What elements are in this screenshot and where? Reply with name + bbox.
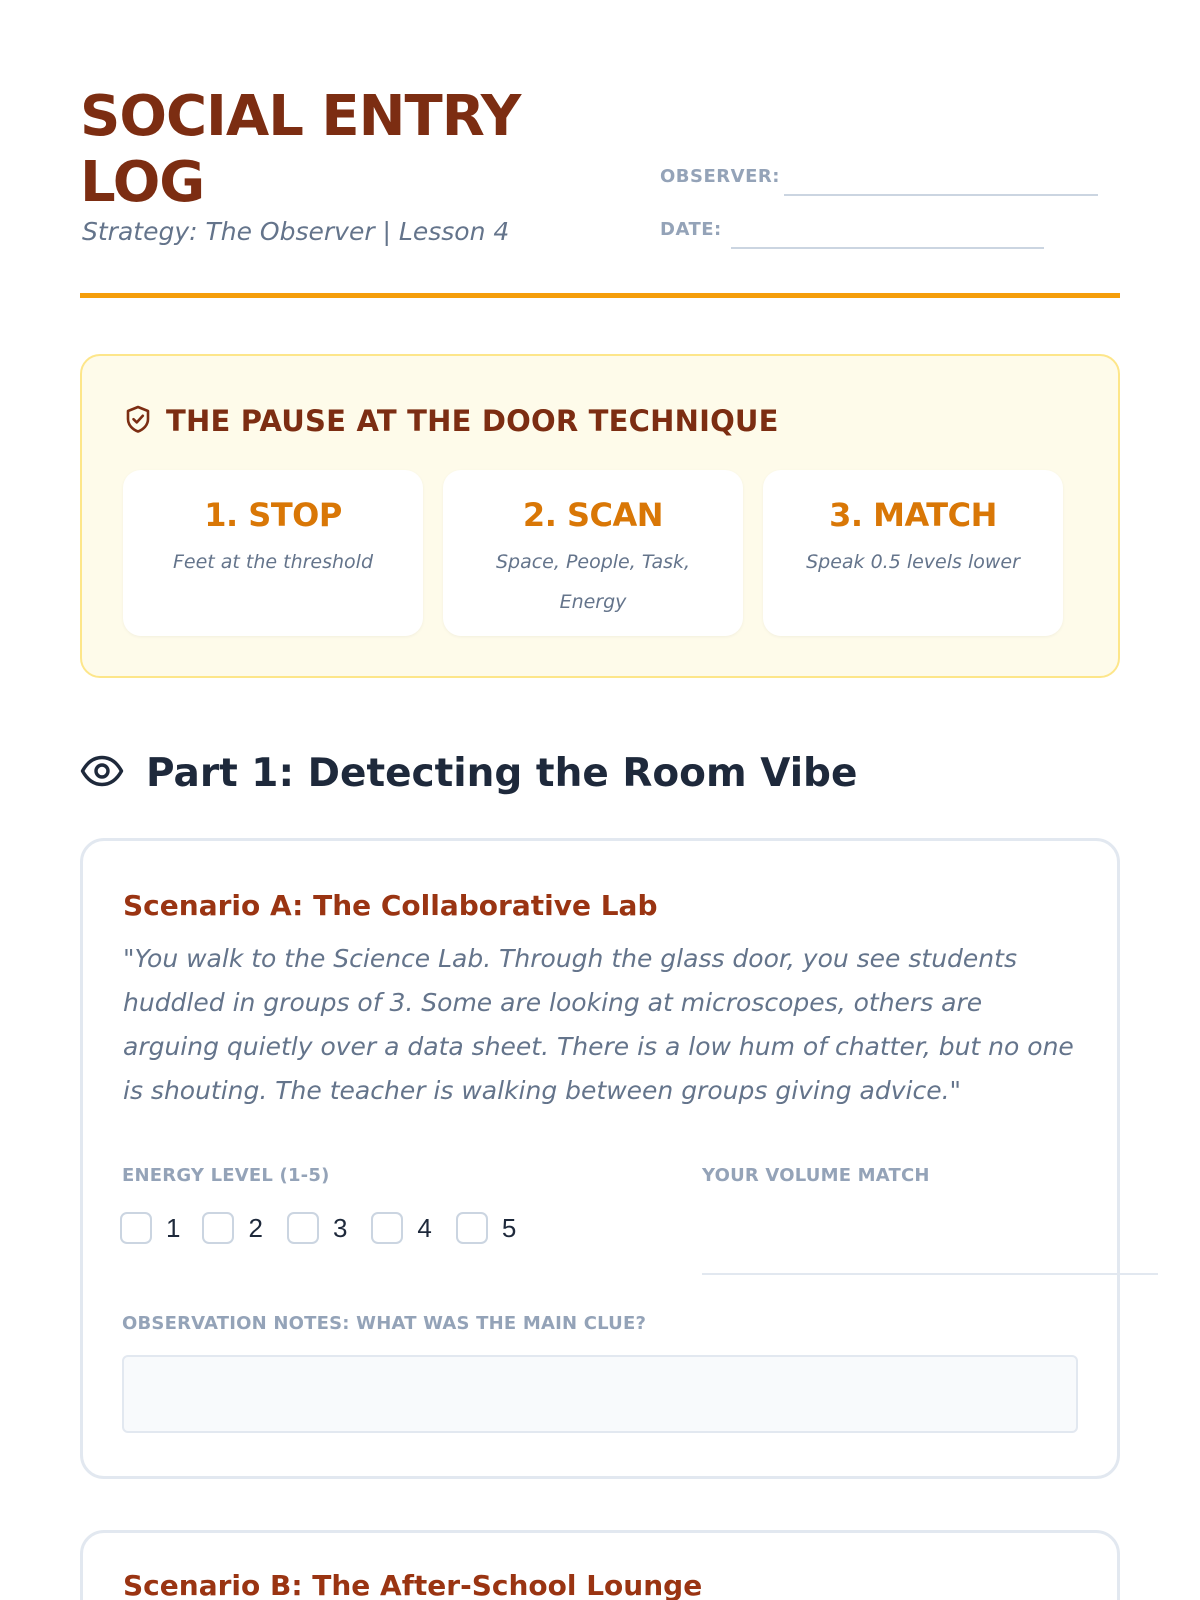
page-title: SOCIAL ENTRY LOG	[80, 84, 521, 215]
scenario-title: Scenario B: The After-School Lounge	[123, 1569, 703, 1600]
part-1-header	[80, 748, 857, 798]
step-title: 2. SCAN	[522, 496, 664, 534]
energy-option-2[interactable]	[202, 1212, 262, 1244]
energy-option-label: 5	[501, 1212, 517, 1243]
energy-option-4[interactable]	[371, 1212, 431, 1244]
energy-level-label: ENERGY LEVEL (1-5)	[122, 1165, 330, 1186]
observation-notes-field[interactable]	[122, 1355, 1078, 1433]
shield-check-icon	[124, 404, 152, 439]
volume-match-field[interactable]	[702, 1273, 1158, 1275]
energy-checkbox[interactable]	[202, 1212, 234, 1244]
page-header	[80, 0, 1120, 302]
header-divider	[80, 293, 1120, 298]
page-subtitle: Strategy: The Observer | Lesson 4	[82, 217, 510, 246]
observation-notes-label: OBSERVATION NOTES: WHAT WAS THE MAIN CLUE?	[122, 1313, 647, 1334]
energy-option-label: 3	[332, 1212, 348, 1243]
energy-option-label: 4	[417, 1212, 432, 1243]
step-description: Speak 0.5 levels lower	[806, 551, 1020, 573]
energy-checkbox[interactable]	[371, 1212, 403, 1244]
step-card-scan	[443, 470, 743, 636]
step-description: Space, People, Task, Energy	[495, 551, 691, 613]
energy-option-label: 2	[248, 1212, 263, 1243]
technique-title: THE PAUSE AT THE DOOR TECHNIQUE	[166, 404, 779, 438]
step-card-match	[763, 470, 1063, 636]
date-label: DATE:	[660, 219, 722, 240]
energy-level-options	[120, 1212, 516, 1244]
volume-match-label: YOUR VOLUME MATCH	[702, 1165, 930, 1186]
energy-checkbox[interactable]	[456, 1212, 488, 1244]
step-description: Feet at the threshold	[172, 551, 374, 573]
date-field[interactable]	[731, 247, 1044, 249]
technique-header	[124, 404, 779, 438]
scenario-card-b	[80, 1530, 1120, 1600]
energy-checkbox[interactable]	[120, 1212, 152, 1244]
scenario-title: Scenario A: The Collaborative Lab	[123, 889, 658, 922]
energy-option-3[interactable]	[287, 1212, 347, 1244]
observer-field[interactable]	[784, 194, 1098, 196]
eye-icon	[80, 755, 124, 792]
technique-panel	[80, 354, 1120, 678]
part-1-title: Part 1: Detecting the Room Vibe	[146, 750, 858, 796]
energy-checkbox[interactable]	[287, 1212, 319, 1244]
observer-label: OBSERVER:	[660, 166, 780, 187]
energy-option-5[interactable]	[456, 1212, 516, 1244]
worksheet-page	[80, 0, 1120, 1600]
step-title: 3. MATCH	[829, 496, 997, 534]
step-card-stop	[123, 470, 423, 636]
energy-option-label: 1	[166, 1212, 181, 1243]
step-title: 1. STOP	[204, 496, 342, 534]
energy-option-1[interactable]	[120, 1212, 180, 1244]
scenario-description: "You walk to the Science Lab. Through the glass door, you see students huddled in groups of 3. Some are looking at microscopes, others are arguing quietly over a data sheet. There is a low hum of chatter, but no one is shouting. The teacher is walking between groups giving advice."	[123, 944, 1074, 1105]
